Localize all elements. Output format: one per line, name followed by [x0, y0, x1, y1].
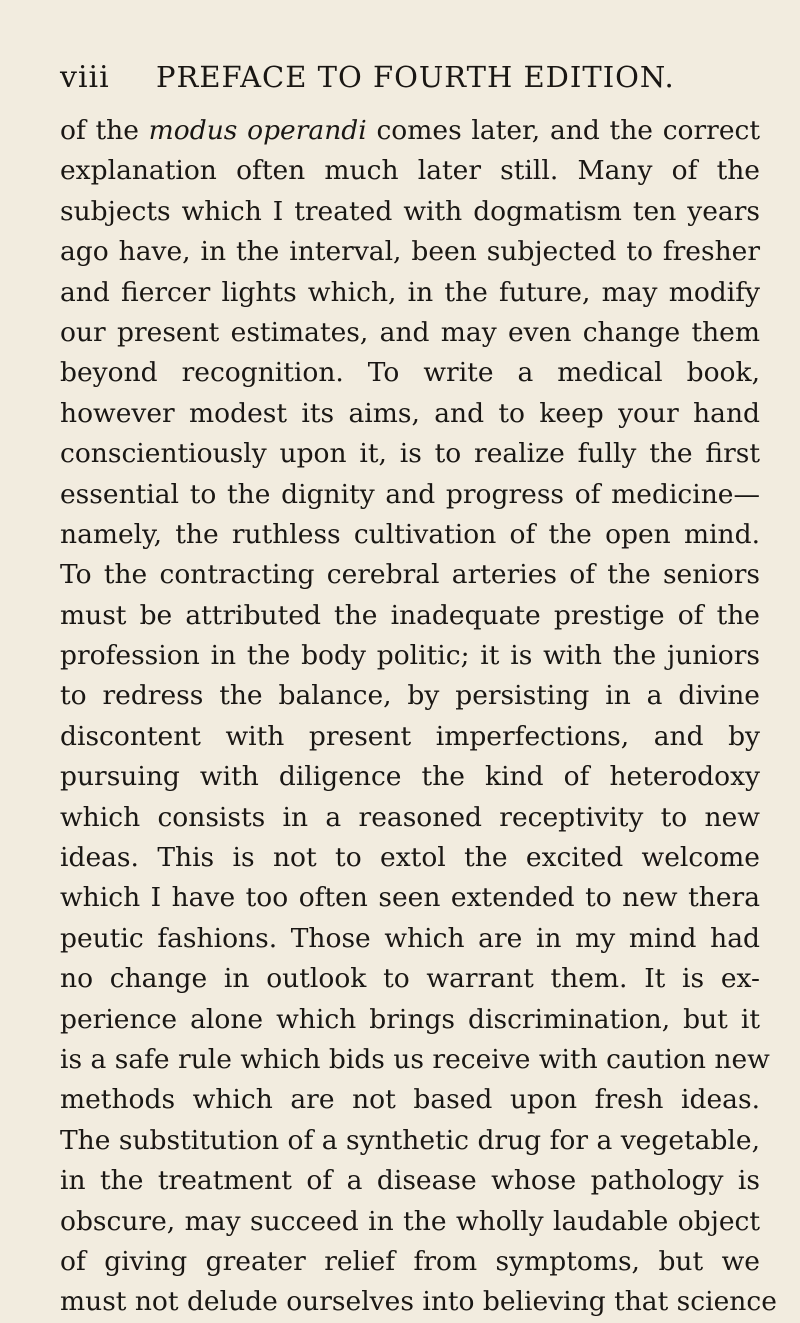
text-line: The substitution of a synthetic drug for a vegetable, — [60, 1124, 760, 1156]
text-line: no change in outlook to warrant them. It is ex- — [60, 963, 760, 995]
text-line: essential to the dignity and progress of medicine— — [60, 478, 760, 510]
text-line: and fiercer lights which, in the future, may modify — [60, 276, 760, 308]
text-line: which consists in a reasoned receptivity to new — [60, 801, 760, 833]
page — [60, 60, 777, 1323]
text-line: conscientiously upon it, is to realize fully the first — [60, 438, 760, 470]
text-line: our present estimates, and may even change them — [60, 316, 760, 348]
text-line: ideas. This is not to extol the excited welcome — [60, 842, 760, 874]
text-line: however modest its aims, and to keep your hand — [60, 397, 760, 429]
text-line-end: comes later, and the correct — [366, 115, 760, 146]
text-line: namely, the ruthless cultivation of the open mind. — [60, 518, 760, 550]
text-line: which I have too often seen extended to new thera — [60, 882, 760, 914]
text-line: must not delude ourselves into believing that science — [60, 1286, 777, 1318]
text-line: obscure, may succeed in the wholly laudable object — [60, 1205, 760, 1237]
text-line: of giving greater relief from symptoms, but we — [60, 1245, 760, 1277]
text-line-start: of the — [60, 115, 149, 146]
text-line: peutic fashions. Those which are in my mind had — [60, 922, 760, 954]
text-line: To the contracting cerebral arteries of the seniors — [60, 559, 760, 591]
body-text — [60, 111, 777, 1323]
text-line: in the treatment of a disease whose pathology is — [60, 1165, 760, 1197]
page-header — [60, 60, 760, 106]
text-line: subjects which I treated with dogmatism ten years — [60, 195, 760, 227]
text-line: beyond recognition. To write a medical book, — [60, 357, 760, 389]
text-line: is a safe rule which bids us receive with caution new — [60, 1043, 770, 1075]
text-line: pursuing with diligence the kind of heterodoxy — [60, 761, 760, 793]
text-line: ago have, in the interval, been subjected to fresher — [60, 236, 760, 268]
text-line: profession in the body politic; it is with the juniors — [60, 640, 760, 672]
running-head: PREFACE TO FOURTH EDITION. — [156, 60, 675, 94]
text-line: discontent with present imperfections, and by — [60, 720, 760, 752]
text-line: to redress the balance, by persisting in a divine — [60, 680, 760, 712]
text-line: perience alone which brings discrimination, but it — [60, 1003, 760, 1035]
italic-phrase: modus operandi — [148, 115, 367, 146]
text-line: methods which are not based upon fresh ideas. — [60, 1084, 760, 1116]
text-line: explanation often much later still. Many of the — [60, 155, 760, 187]
page-number: viii — [60, 60, 110, 95]
text-line: must be attributed the inadequate prestige of the — [60, 599, 760, 631]
text-line — [60, 111, 760, 151]
